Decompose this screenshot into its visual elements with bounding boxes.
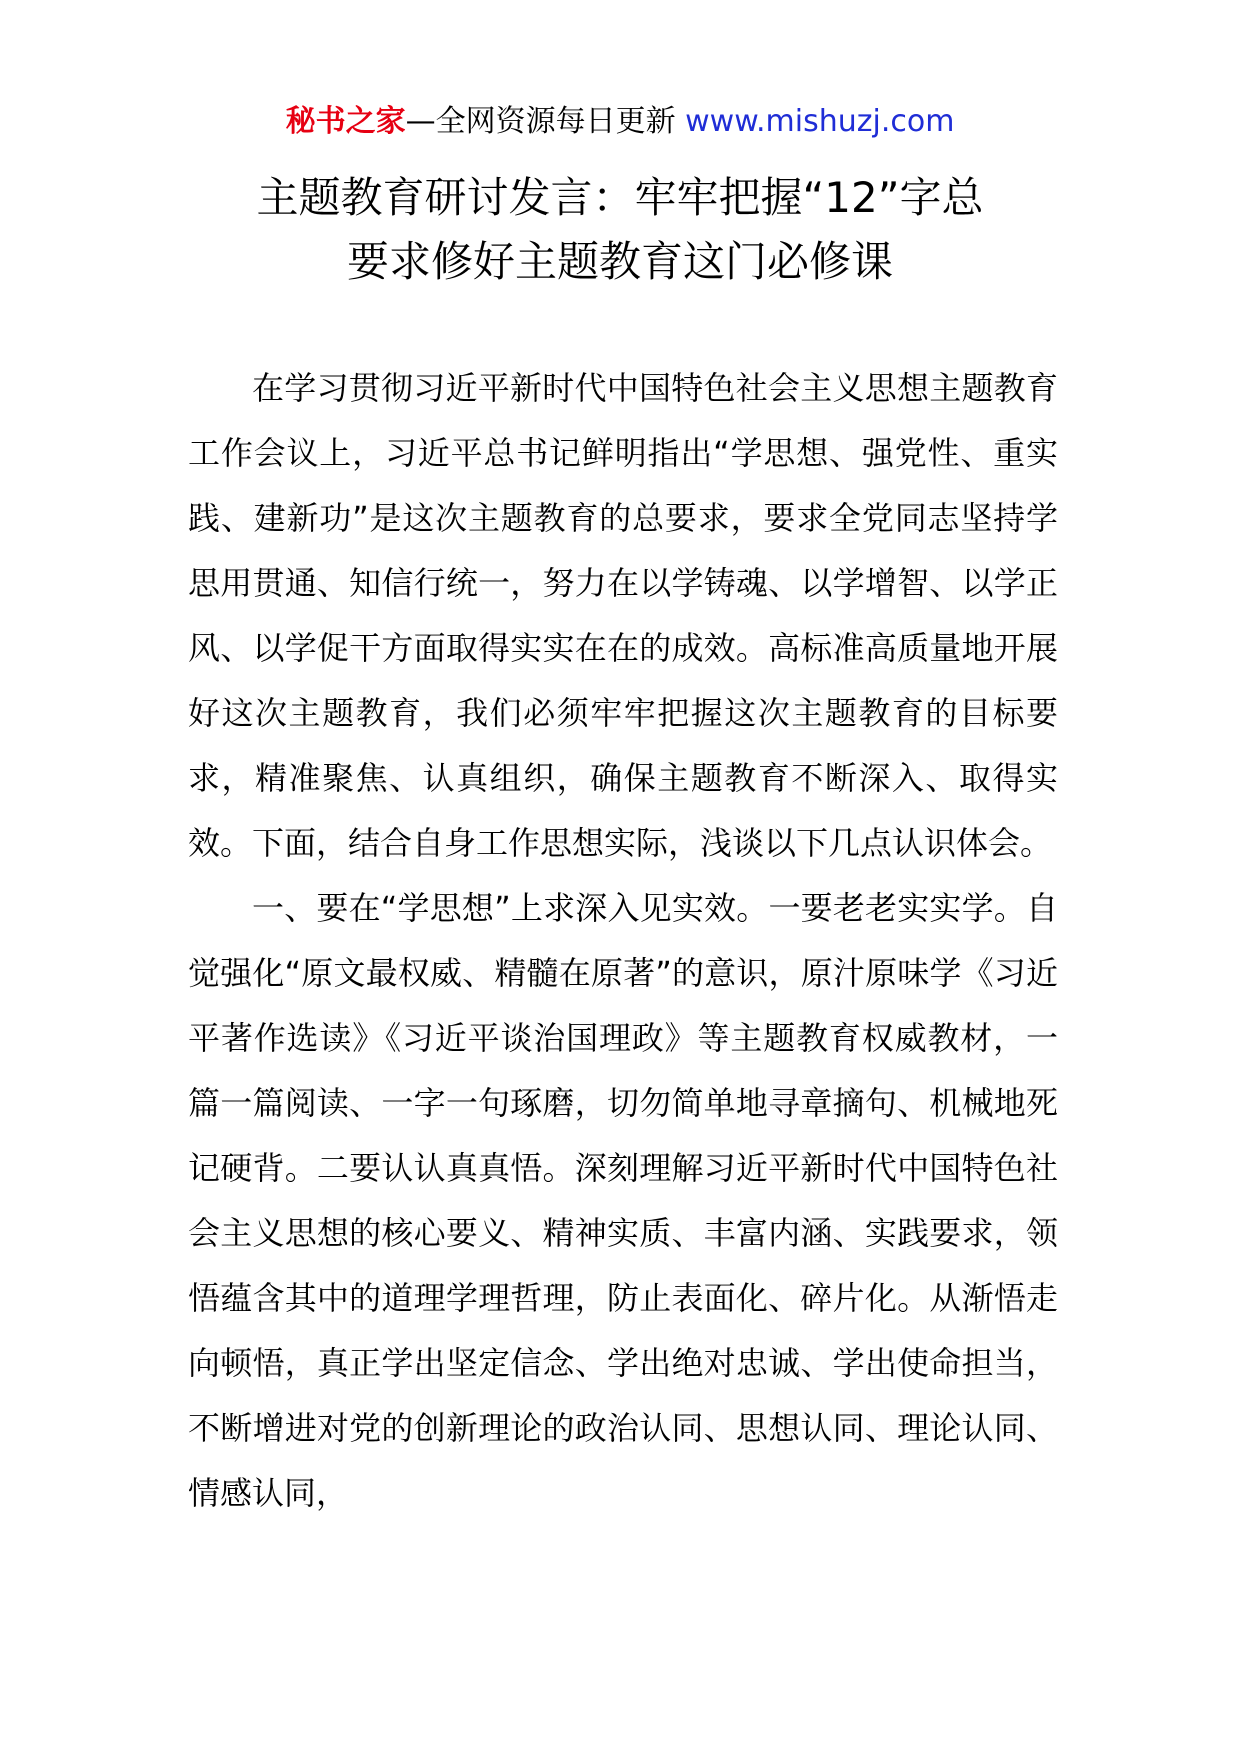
paragraph-section-1: 一、要在“学思想”上求深入见实效。一要老老实实学。自觉强化“原文最权威、精髓在原著”的意识，原汁原味学《习近平著作选读》《习近平谈治国理政》等主题教育权威教材，一篇一篇阅读、一字一句琢磨，切勿简单地寻章摘句、机械地死记硬背。二要认认真真悟。深刻理解习近平新时代中国特色社会主义思想的核心要义、精神实质、丰富内涵、实践要求，领悟蕴含其中的道理学理哲理，防止表面化、碎片化。从渐悟走向顿悟，真正学出坚定信念、学出绝对忠诚、学出使命担当，不断增进对党的创新理论的政治认同、思想认同、理论认同、情感认同， (188, 889, 1058, 1512)
title-line-2: 要求修好主题教育这门必修课 (346, 237, 893, 286)
title-line-1: 主题教育研讨发言：牢牢把握“12”字总 (256, 173, 984, 222)
site-header (0, 100, 1240, 144)
brand-name: 秘书之家 (285, 104, 406, 139)
site-link[interactable]: www.mishuzj.com (685, 104, 955, 139)
paragraph-intro: 在学习贯彻习近平新时代中国特色社会主义思想主题教育工作会议上，习近平总书记鲜明指出“学思想、强党性、重实践、建新功”是这次主题教育的总要求，要求全党同志坚持学思用贯通、知信行统一，努力在以学铸魂、以学增智、以学正风、以学促干方面取得实实在在的成效。高标准高质量地开展好这次主题教育，我们必须牢牢把握这次主题教育的目标要求，精准聚焦、认真组织，确保主题教育不断深入、取得实效。下面，结合自身工作思想实际，浅谈以下几点认识体会。 (188, 369, 1058, 862)
document-body (188, 356, 1058, 1526)
header-tagline: —全网资源每日更新 (405, 104, 676, 139)
document-title (150, 166, 1090, 294)
